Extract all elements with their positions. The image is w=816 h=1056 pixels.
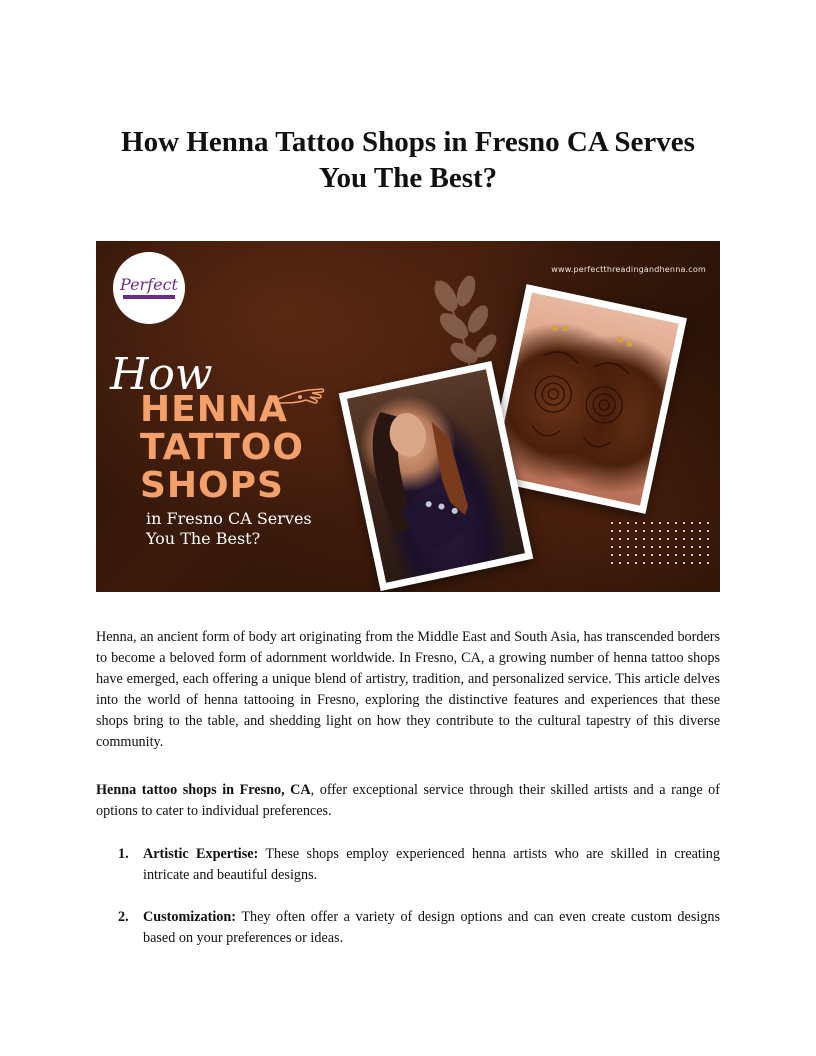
list-item-number: 2. [118, 909, 129, 925]
summary-paragraph-bold: Henna tattoo shops in Fresno, CA [96, 782, 311, 798]
summary-paragraph [96, 780, 720, 822]
banner-headline-line: HENNA [140, 389, 288, 430]
banner-headline-line: TATTOO [140, 427, 304, 468]
list-item-text: These shops employ experienced henna artists who are skilled in creating intricate and beautiful designs. [143, 846, 720, 883]
banner-image [96, 241, 720, 592]
bride-figure-icon [347, 372, 508, 569]
logo-text: Perfect [120, 275, 178, 294]
list-item-number: 1. [118, 846, 129, 862]
summary-paragraph-text: , offer exceptional service through their skilled artists and a range of options to cater to individual preferences. [96, 782, 720, 819]
banner-script-word: How [110, 349, 213, 400]
list-item-heading: Customization: [143, 909, 237, 925]
dot-grid-decoration [610, 521, 710, 565]
list-item-body [143, 844, 720, 886]
henna-pattern-icon [496, 292, 665, 489]
logo-bar [123, 295, 175, 299]
banner-subline: in Fresno CA Serves [146, 509, 312, 528]
list-item-heading: Artistic Expertise: [143, 846, 259, 862]
list-item-text: They often offer a variety of design options and can even create custom designs based on your preferences or ideas. [143, 909, 720, 946]
document-title: How Henna Tattoo Shops in Fresno CA Serves You The Best? [121, 126, 695, 194]
banner-url: www.perfectthreadingandhenna.com [551, 265, 706, 274]
intro-paragraph: Henna, an ancient form of body art originating from the Middle East and South Asia, has transcended borders to become a beloved form of adornment worldwide. In Fresno, CA, a growing number of henna tattoo shops have emerged, each offering a unique blend of artistry, tradition, and personalized service. This article delves into the world of henna tattooing in Fresno, exploring the distinctive features and experiences that these shops bring to the table, and shedding light on how they contribute to the cultural tapestry of this diverse community. [96, 629, 720, 750]
banner-headline-line: SHOPS [140, 465, 284, 506]
list-item-body [143, 907, 720, 949]
banner-subline: You The Best? [146, 529, 261, 548]
brand-logo [113, 252, 185, 324]
